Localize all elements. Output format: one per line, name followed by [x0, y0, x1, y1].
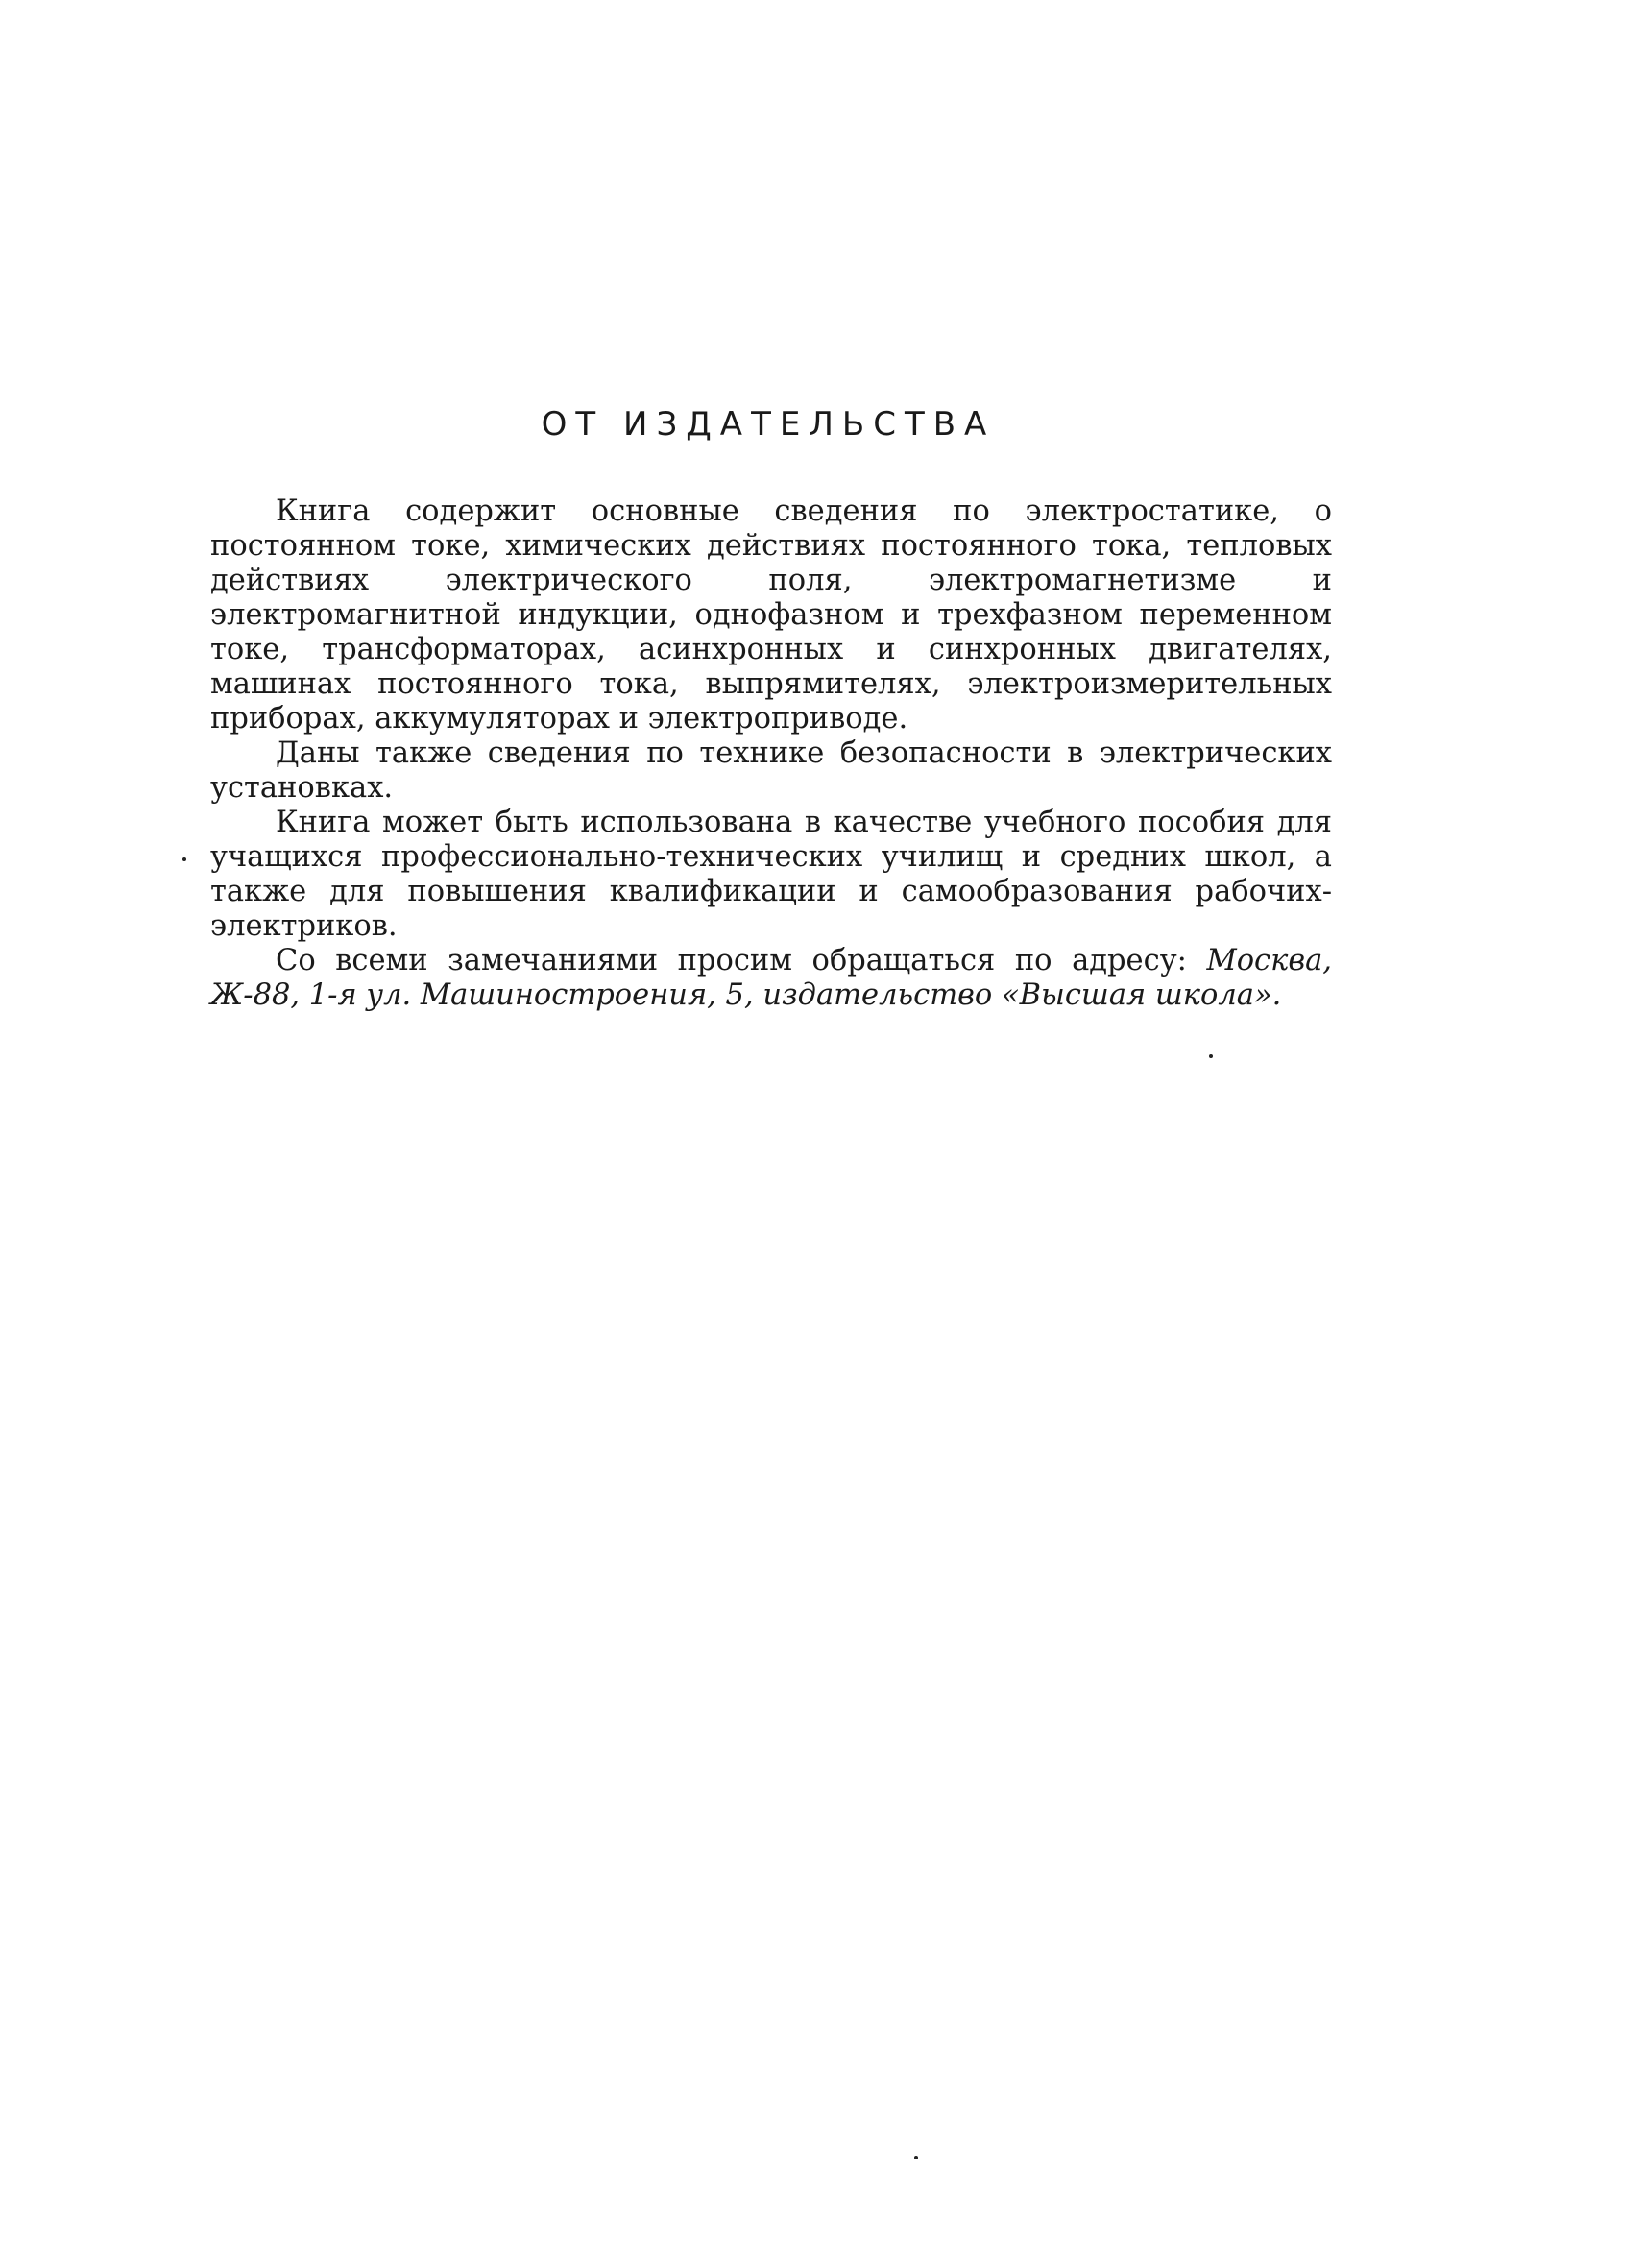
paragraph-usage: Книга может быть использована в качестве учебного пособия для учащихся профессионально-технических училищ и средних школ, а также для повышения квалификации и самообразования рабочих-электриков. — [210, 806, 1332, 943]
section-heading: ОТ ИЗДАТЕЛЬСТВА — [541, 405, 996, 444]
scan-speck — [1209, 1054, 1213, 1058]
address-intro: Со всеми замечаниями просим обращаться по адресу: — [276, 944, 1207, 977]
paragraph-book-contents: Книга содержит основные сведения по электростатике, о постоянном токе, химических действиях постоянного тока, тепловых действиях электрического поля, электромагнетизме и электромагнитной индукции, однофазном и трехфазном переменном токе, трансформаторах, асинхронных и синхронных двигателях, машинах постоянного тока, выпрямителях, электроизмерительных приборах, аккумуляторах и электроприводе. — [210, 495, 1332, 736]
publisher-note — [210, 495, 1332, 1013]
paragraph-address — [210, 944, 1332, 1013]
scan-speck — [182, 857, 186, 861]
publisher-address: Москва, Ж-88, 1-я ул. Машиностроения, 5, издательство «Высшая школа». — [210, 944, 1332, 1012]
paragraph-safety: Даны также сведения по технике безопасности в электрических установках. — [210, 736, 1332, 805]
scan-speck — [914, 2156, 918, 2159]
